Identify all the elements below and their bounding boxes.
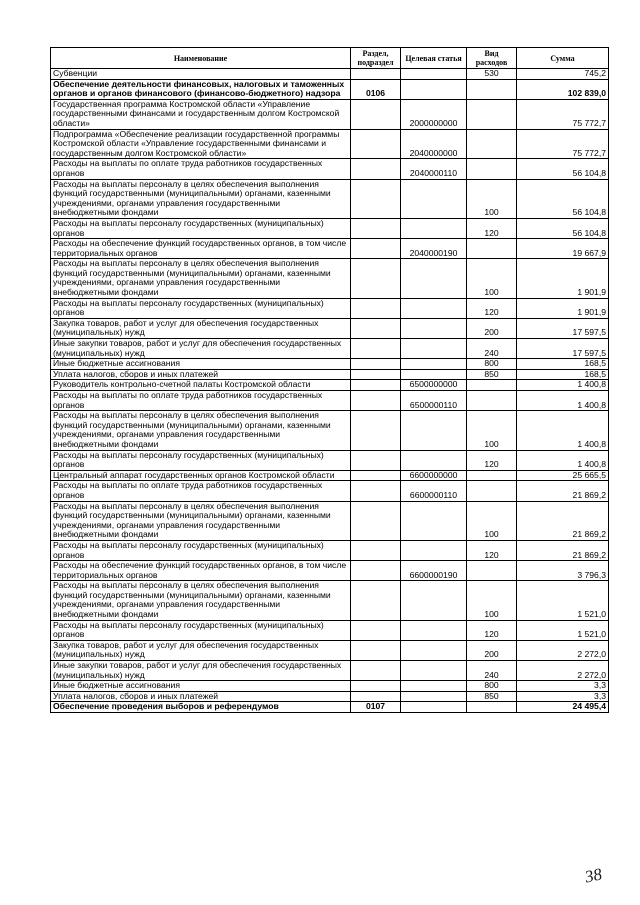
cell-name: Расходы на выплаты персоналу государственных (муниципальных) органов [51, 620, 351, 640]
table-row [51, 411, 609, 450]
table-row [51, 259, 609, 298]
table-body [51, 69, 609, 713]
cell-name: Иные бюджетные ассигнования [51, 681, 351, 692]
cell-target [401, 259, 467, 298]
table-row [51, 540, 609, 560]
cell-section [351, 339, 401, 359]
cell-name: Расходы на выплаты персоналу государственных (муниципальных) органов [51, 450, 351, 470]
cell-name: Расходы на выплаты по оплате труда работников государственных органов [51, 159, 351, 179]
cell-expense: 200 [467, 318, 517, 338]
cell-expense: 800 [467, 681, 517, 692]
table-row [51, 391, 609, 411]
cell-expense [467, 391, 517, 411]
cell-target: 6600000000 [401, 470, 467, 481]
table-row [51, 620, 609, 640]
cell-section [351, 661, 401, 681]
cell-target: 6500000110 [401, 391, 467, 411]
cell-name: Обеспечение проведения выборов и референдумов [51, 702, 351, 713]
cell-sum: 3 796,3 [517, 561, 609, 581]
header-row [51, 48, 609, 69]
cell-sum: 56 104,8 [517, 218, 609, 238]
cell-section [351, 481, 401, 501]
cell-section [351, 561, 401, 581]
cell-section [351, 218, 401, 238]
cell-target: 2000000000 [401, 99, 467, 129]
cell-sum: 56 104,8 [517, 159, 609, 179]
cell-target [401, 691, 467, 702]
cell-expense [467, 79, 517, 99]
cell-expense: 100 [467, 581, 517, 620]
cell-sum: 3,3 [517, 691, 609, 702]
cell-sum: 2 272,0 [517, 640, 609, 660]
cell-expense [467, 702, 517, 713]
cell-sum: 102 839,0 [517, 79, 609, 99]
cell-expense: 120 [467, 298, 517, 318]
table-row [51, 470, 609, 481]
header-expense: Вид расходов [467, 48, 517, 69]
cell-target [401, 318, 467, 338]
cell-section: 0106 [351, 79, 401, 99]
cell-sum: 2 272,0 [517, 661, 609, 681]
cell-sum: 56 104,8 [517, 179, 609, 218]
cell-name: Государственная программа Костромской области «Управление государственными финансами и государственным долгом Костромской области» [51, 99, 351, 129]
cell-name: Расходы на выплаты персоналу в целях обеспечения выполнения функций государственными (муниципальными) органами, казенными учреждениями, органами управления государственными внебюджетными фондами [51, 411, 351, 450]
cell-section [351, 369, 401, 380]
cell-expense: 120 [467, 218, 517, 238]
cell-target: 2040000110 [401, 159, 467, 179]
table-row [51, 298, 609, 318]
cell-name: Расходы на выплаты персоналу государственных (муниципальных) органов [51, 298, 351, 318]
cell-expense [467, 470, 517, 481]
table-row [51, 380, 609, 391]
cell-name: Субвенции [51, 69, 351, 80]
table-row [51, 661, 609, 681]
cell-name: Расходы на выплаты персоналу в целях обеспечения выполнения функций государственными (муниципальными) органами, казенными учреждениями, органами управления государственными внебюджетными фондами [51, 259, 351, 298]
table-row [51, 129, 609, 159]
cell-target [401, 79, 467, 99]
cell-name: Обеспечение деятельности финансовых, налоговых и таможенных органов и органов финансового (финансово-бюджетного) надзора [51, 79, 351, 99]
cell-expense [467, 159, 517, 179]
cell-sum: 75 772,7 [517, 129, 609, 159]
header-name: Наименование [51, 48, 351, 69]
cell-target [401, 359, 467, 370]
cell-expense: 120 [467, 620, 517, 640]
table-row [51, 369, 609, 380]
cell-target [401, 620, 467, 640]
cell-name: Расходы на выплаты персоналу государственных (муниципальных) органов [51, 218, 351, 238]
cell-target [401, 640, 467, 660]
cell-expense: 240 [467, 661, 517, 681]
cell-section: 0107 [351, 702, 401, 713]
cell-expense [467, 481, 517, 501]
cell-target [401, 540, 467, 560]
cell-section [351, 69, 401, 80]
cell-section [351, 691, 401, 702]
cell-sum: 1 521,0 [517, 581, 609, 620]
cell-sum: 1 400,8 [517, 450, 609, 470]
cell-expense [467, 99, 517, 129]
table-row [51, 450, 609, 470]
cell-target: 2040000000 [401, 129, 467, 159]
cell-target [401, 339, 467, 359]
cell-target [401, 218, 467, 238]
cell-name: Уплата налогов, сборов и иных платежей [51, 691, 351, 702]
cell-expense [467, 561, 517, 581]
table-row [51, 339, 609, 359]
cell-section [351, 411, 401, 450]
cell-name: Руководитель контрольно-счетной палаты Костромской области [51, 380, 351, 391]
table-row [51, 159, 609, 179]
cell-expense: 100 [467, 411, 517, 450]
cell-section [351, 470, 401, 481]
cell-section [351, 179, 401, 218]
cell-name: Иные закупки товаров, работ и услуг для обеспечения государственных (муниципальных) нужд [51, 661, 351, 681]
cell-expense: 100 [467, 501, 517, 540]
cell-name: Расходы на выплаты персоналу в целях обеспечения выполнения функций государственными (муниципальными) органами, казенными учреждениями, органами управления государственными внебюджетными фондами [51, 501, 351, 540]
cell-section [351, 450, 401, 470]
cell-expense: 850 [467, 691, 517, 702]
cell-expense: 530 [467, 69, 517, 80]
cell-name: Расходы на выплаты персоналу в целях обеспечения выполнения функций государственными (муниципальными) органами, казенными учреждениями, органами управления государственными внебюджетными фондами [51, 179, 351, 218]
cell-sum: 19 667,9 [517, 239, 609, 259]
cell-name: Расходы на выплаты персоналу государственных (муниципальных) органов [51, 540, 351, 560]
table-row [51, 218, 609, 238]
header-target: Целевая статья [401, 48, 467, 69]
cell-expense: 240 [467, 339, 517, 359]
cell-target [401, 179, 467, 218]
budget-table [50, 47, 609, 713]
table-row [51, 69, 609, 80]
cell-name: Иные закупки товаров, работ и услуг для обеспечения государственных (муниципальных) нужд [51, 339, 351, 359]
cell-name: Расходы на обеспечение функций государственных органов, в том числе территориальных органов [51, 239, 351, 259]
table-row [51, 691, 609, 702]
table-header [51, 48, 609, 69]
cell-section [351, 239, 401, 259]
header-section: Раздел, подраздел [351, 48, 401, 69]
cell-expense [467, 380, 517, 391]
table-row [51, 640, 609, 660]
budget-table-sheet [50, 47, 608, 713]
table-row [51, 179, 609, 218]
cell-section [351, 259, 401, 298]
cell-section [351, 380, 401, 391]
cell-section [351, 581, 401, 620]
cell-name: Закупка товаров, работ и услуг для обеспечения государственных (муниципальных) нужд [51, 318, 351, 338]
cell-sum: 3,3 [517, 681, 609, 692]
cell-sum: 168,5 [517, 359, 609, 370]
cell-expense: 120 [467, 540, 517, 560]
cell-expense: 800 [467, 359, 517, 370]
table-row [51, 581, 609, 620]
cell-expense: 120 [467, 450, 517, 470]
cell-section [351, 99, 401, 129]
cell-name: Закупка товаров, работ и услуг для обеспечения государственных (муниципальных) нужд [51, 640, 351, 660]
cell-target [401, 702, 467, 713]
cell-sum: 17 597,5 [517, 339, 609, 359]
table-row [51, 318, 609, 338]
cell-target [401, 681, 467, 692]
cell-name: Подпрограмма «Обеспечение реализации государственной программы Костромской области «Управление государственными финансами и государственным долгом Костромской области» [51, 129, 351, 159]
cell-sum: 21 869,2 [517, 540, 609, 560]
cell-expense [467, 239, 517, 259]
cell-expense: 850 [467, 369, 517, 380]
cell-sum: 1 400,8 [517, 391, 609, 411]
cell-expense [467, 129, 517, 159]
cell-target [401, 411, 467, 450]
cell-target: 6600000190 [401, 561, 467, 581]
cell-section [351, 640, 401, 660]
cell-sum: 75 772,7 [517, 99, 609, 129]
table-row [51, 359, 609, 370]
table-row [51, 239, 609, 259]
table-row [51, 79, 609, 99]
cell-section [351, 298, 401, 318]
cell-name: Расходы на выплаты по оплате труда работников государственных органов [51, 481, 351, 501]
cell-section [351, 129, 401, 159]
cell-expense: 200 [467, 640, 517, 660]
cell-sum: 745,2 [517, 69, 609, 80]
page-number: 38 [583, 864, 604, 887]
cell-name: Уплата налогов, сборов и иных платежей [51, 369, 351, 380]
table-row [51, 501, 609, 540]
cell-target [401, 661, 467, 681]
cell-sum: 168,5 [517, 369, 609, 380]
cell-target: 6600000110 [401, 481, 467, 501]
cell-sum: 21 869,2 [517, 501, 609, 540]
table-row [51, 681, 609, 692]
cell-sum: 25 665,5 [517, 470, 609, 481]
cell-target: 6500000000 [401, 380, 467, 391]
cell-sum: 1 901,9 [517, 259, 609, 298]
cell-section [351, 501, 401, 540]
cell-name: Иные бюджетные ассигнования [51, 359, 351, 370]
cell-target [401, 450, 467, 470]
cell-expense: 100 [467, 259, 517, 298]
cell-sum: 1 901,9 [517, 298, 609, 318]
cell-expense: 100 [467, 179, 517, 218]
table-row [51, 702, 609, 713]
cell-name: Расходы на выплаты по оплате труда работников государственных органов [51, 391, 351, 411]
cell-section [351, 318, 401, 338]
cell-section [351, 391, 401, 411]
cell-sum: 1 400,8 [517, 411, 609, 450]
cell-sum: 24 495,4 [517, 702, 609, 713]
cell-section [351, 620, 401, 640]
cell-section [351, 681, 401, 692]
cell-sum: 21 869,2 [517, 481, 609, 501]
cell-sum: 17 597,5 [517, 318, 609, 338]
cell-target: 2040000190 [401, 239, 467, 259]
cell-target [401, 501, 467, 540]
table-row [51, 481, 609, 501]
cell-target [401, 581, 467, 620]
cell-sum: 1 400,8 [517, 380, 609, 391]
cell-sum: 1 521,0 [517, 620, 609, 640]
cell-name: Центральный аппарат государственных органов Костромской области [51, 470, 351, 481]
cell-target [401, 298, 467, 318]
table-row [51, 561, 609, 581]
cell-name: Расходы на обеспечение функций государственных органов, в том числе территориальных органов [51, 561, 351, 581]
cell-target [401, 369, 467, 380]
cell-name: Расходы на выплаты персоналу в целях обеспечения выполнения функций государственными (муниципальными) органами, казенными учреждениями, органами управления государственными внебюджетными фондами [51, 581, 351, 620]
table-row [51, 99, 609, 129]
cell-section [351, 359, 401, 370]
cell-target [401, 69, 467, 80]
cell-section [351, 540, 401, 560]
header-sum: Сумма [517, 48, 609, 69]
cell-section [351, 159, 401, 179]
